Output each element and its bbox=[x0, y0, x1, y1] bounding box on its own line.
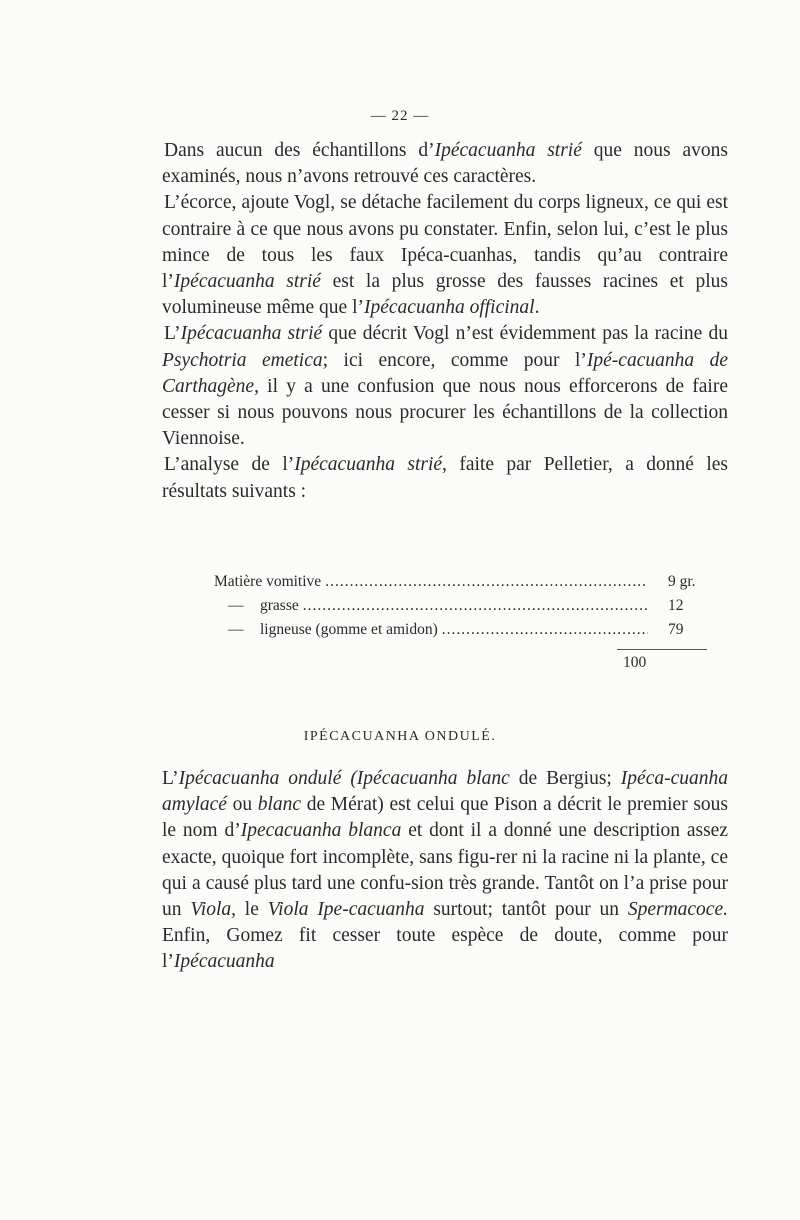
paragraph-5 bbox=[162, 766, 728, 976]
italic-span: Ipécacuanha strié bbox=[434, 140, 582, 161]
text-span: ; ici encore, comme pour l’ bbox=[322, 349, 587, 371]
italic-span: Ipecacuanha blanca bbox=[240, 820, 402, 842]
dot-leader bbox=[325, 570, 648, 594]
text-span: le bbox=[236, 899, 268, 921]
italic-span: Ipécacuanha strié bbox=[180, 323, 323, 345]
sum-rule bbox=[617, 649, 707, 650]
italic-span: Psychotria emetica bbox=[162, 349, 323, 371]
analysis-table bbox=[214, 570, 714, 642]
text-span: que décrit Vogl n’est évidemment pas la racine du bbox=[322, 323, 728, 345]
italic-span: Spermacoce. bbox=[627, 899, 728, 921]
dot-leader bbox=[303, 594, 648, 618]
text-span: . bbox=[534, 297, 540, 319]
text-span: est la plus grosse des fausses racines et plus volumineuse même que l’ bbox=[162, 271, 728, 319]
text-span: L’analyse de l’ bbox=[164, 454, 295, 476]
table-total: 100 bbox=[623, 654, 647, 671]
text-span: Enfin, Gomez fit cesser toute espèce de doute, comme pour l’ bbox=[162, 925, 728, 973]
text-span: , faite par Pelletier, a donné les résultats suivants : bbox=[162, 454, 729, 502]
italic-span: Ipécacuanha strié bbox=[294, 454, 443, 476]
text-span: ou bbox=[226, 794, 258, 816]
italic-span: Ipé-cacuanha de Carthagène bbox=[162, 349, 729, 397]
text-span: que nous avons examinés, nous n’avons retrouvé ces caractères. bbox=[162, 140, 728, 188]
text-span: L’ bbox=[164, 323, 181, 345]
italic-span: Ipécacuanha ondulé (Ipécacuanha blanc bbox=[178, 768, 510, 789]
text-span: de Bergius; bbox=[509, 768, 621, 789]
italic-span: Ipécacuanha officinal bbox=[364, 297, 535, 319]
page-number: — 22 — bbox=[370, 108, 430, 124]
paragraph-4 bbox=[162, 452, 728, 504]
body-text bbox=[162, 138, 728, 505]
row-prefix: — bbox=[228, 597, 244, 614]
text-span: surtout; tantôt pour un bbox=[424, 899, 628, 921]
row-label: grasse bbox=[260, 597, 299, 614]
text-span: et dont il a donné une description assez exacte, quoique fort incomplète, sans figu-rer ni la racine ni la plante, ce qui a causé plus tard une confu-sion très grande. Tantôt on l’a prise pour un bbox=[162, 820, 728, 921]
paragraph-3 bbox=[162, 321, 728, 452]
table-row bbox=[214, 618, 714, 642]
paragraph-1 bbox=[162, 138, 728, 190]
italic-span: Ipécacuanha strié bbox=[173, 271, 321, 293]
italic-span: Ipéca-cuanha amylacé bbox=[162, 768, 728, 816]
row-value: 79 bbox=[668, 621, 684, 638]
text-span: de Mérat) est celui que Pison a décrit le premier sous le nom d’ bbox=[162, 794, 729, 842]
italic-span: blanc bbox=[257, 794, 302, 816]
body-text-2 bbox=[162, 766, 728, 976]
row-label: Matière vomitive bbox=[214, 573, 322, 590]
row-value: 9 gr. bbox=[668, 573, 696, 590]
row-prefix: — bbox=[228, 621, 244, 638]
text-span: , il y a une confusion que nous nous efforcerons de faire cesser si nous pouvons nous procurer les échantillons de la collection Viennoise. bbox=[162, 375, 728, 450]
row-label: ligneuse (gomme et amidon) bbox=[260, 621, 438, 638]
italic-span: Ipécacuanha bbox=[173, 951, 275, 973]
italic-span: Viola, bbox=[190, 899, 236, 921]
text-span: L’écorce, ajoute Vogl, se détache facilement du corps ligneux, ce qui est contraire à ce que nous avons pu constater. Enfin, selon lui, c’est le plus mince de tous les faux Ipéca-cuanhas, tandis qu’au contraire l’ bbox=[162, 192, 728, 293]
dot-leader bbox=[442, 618, 648, 642]
row-value: 12 bbox=[668, 597, 684, 614]
text-span: Dans aucun des échantillons d’ bbox=[164, 140, 435, 161]
section-title: IPÉCACUANHA ONDULÉ. bbox=[303, 729, 497, 744]
italic-span: Viola Ipe-cacuanha bbox=[267, 899, 425, 921]
paragraph-2 bbox=[162, 190, 728, 321]
table-row bbox=[214, 594, 714, 618]
text-span: L’ bbox=[162, 768, 179, 789]
table-row bbox=[214, 570, 714, 594]
